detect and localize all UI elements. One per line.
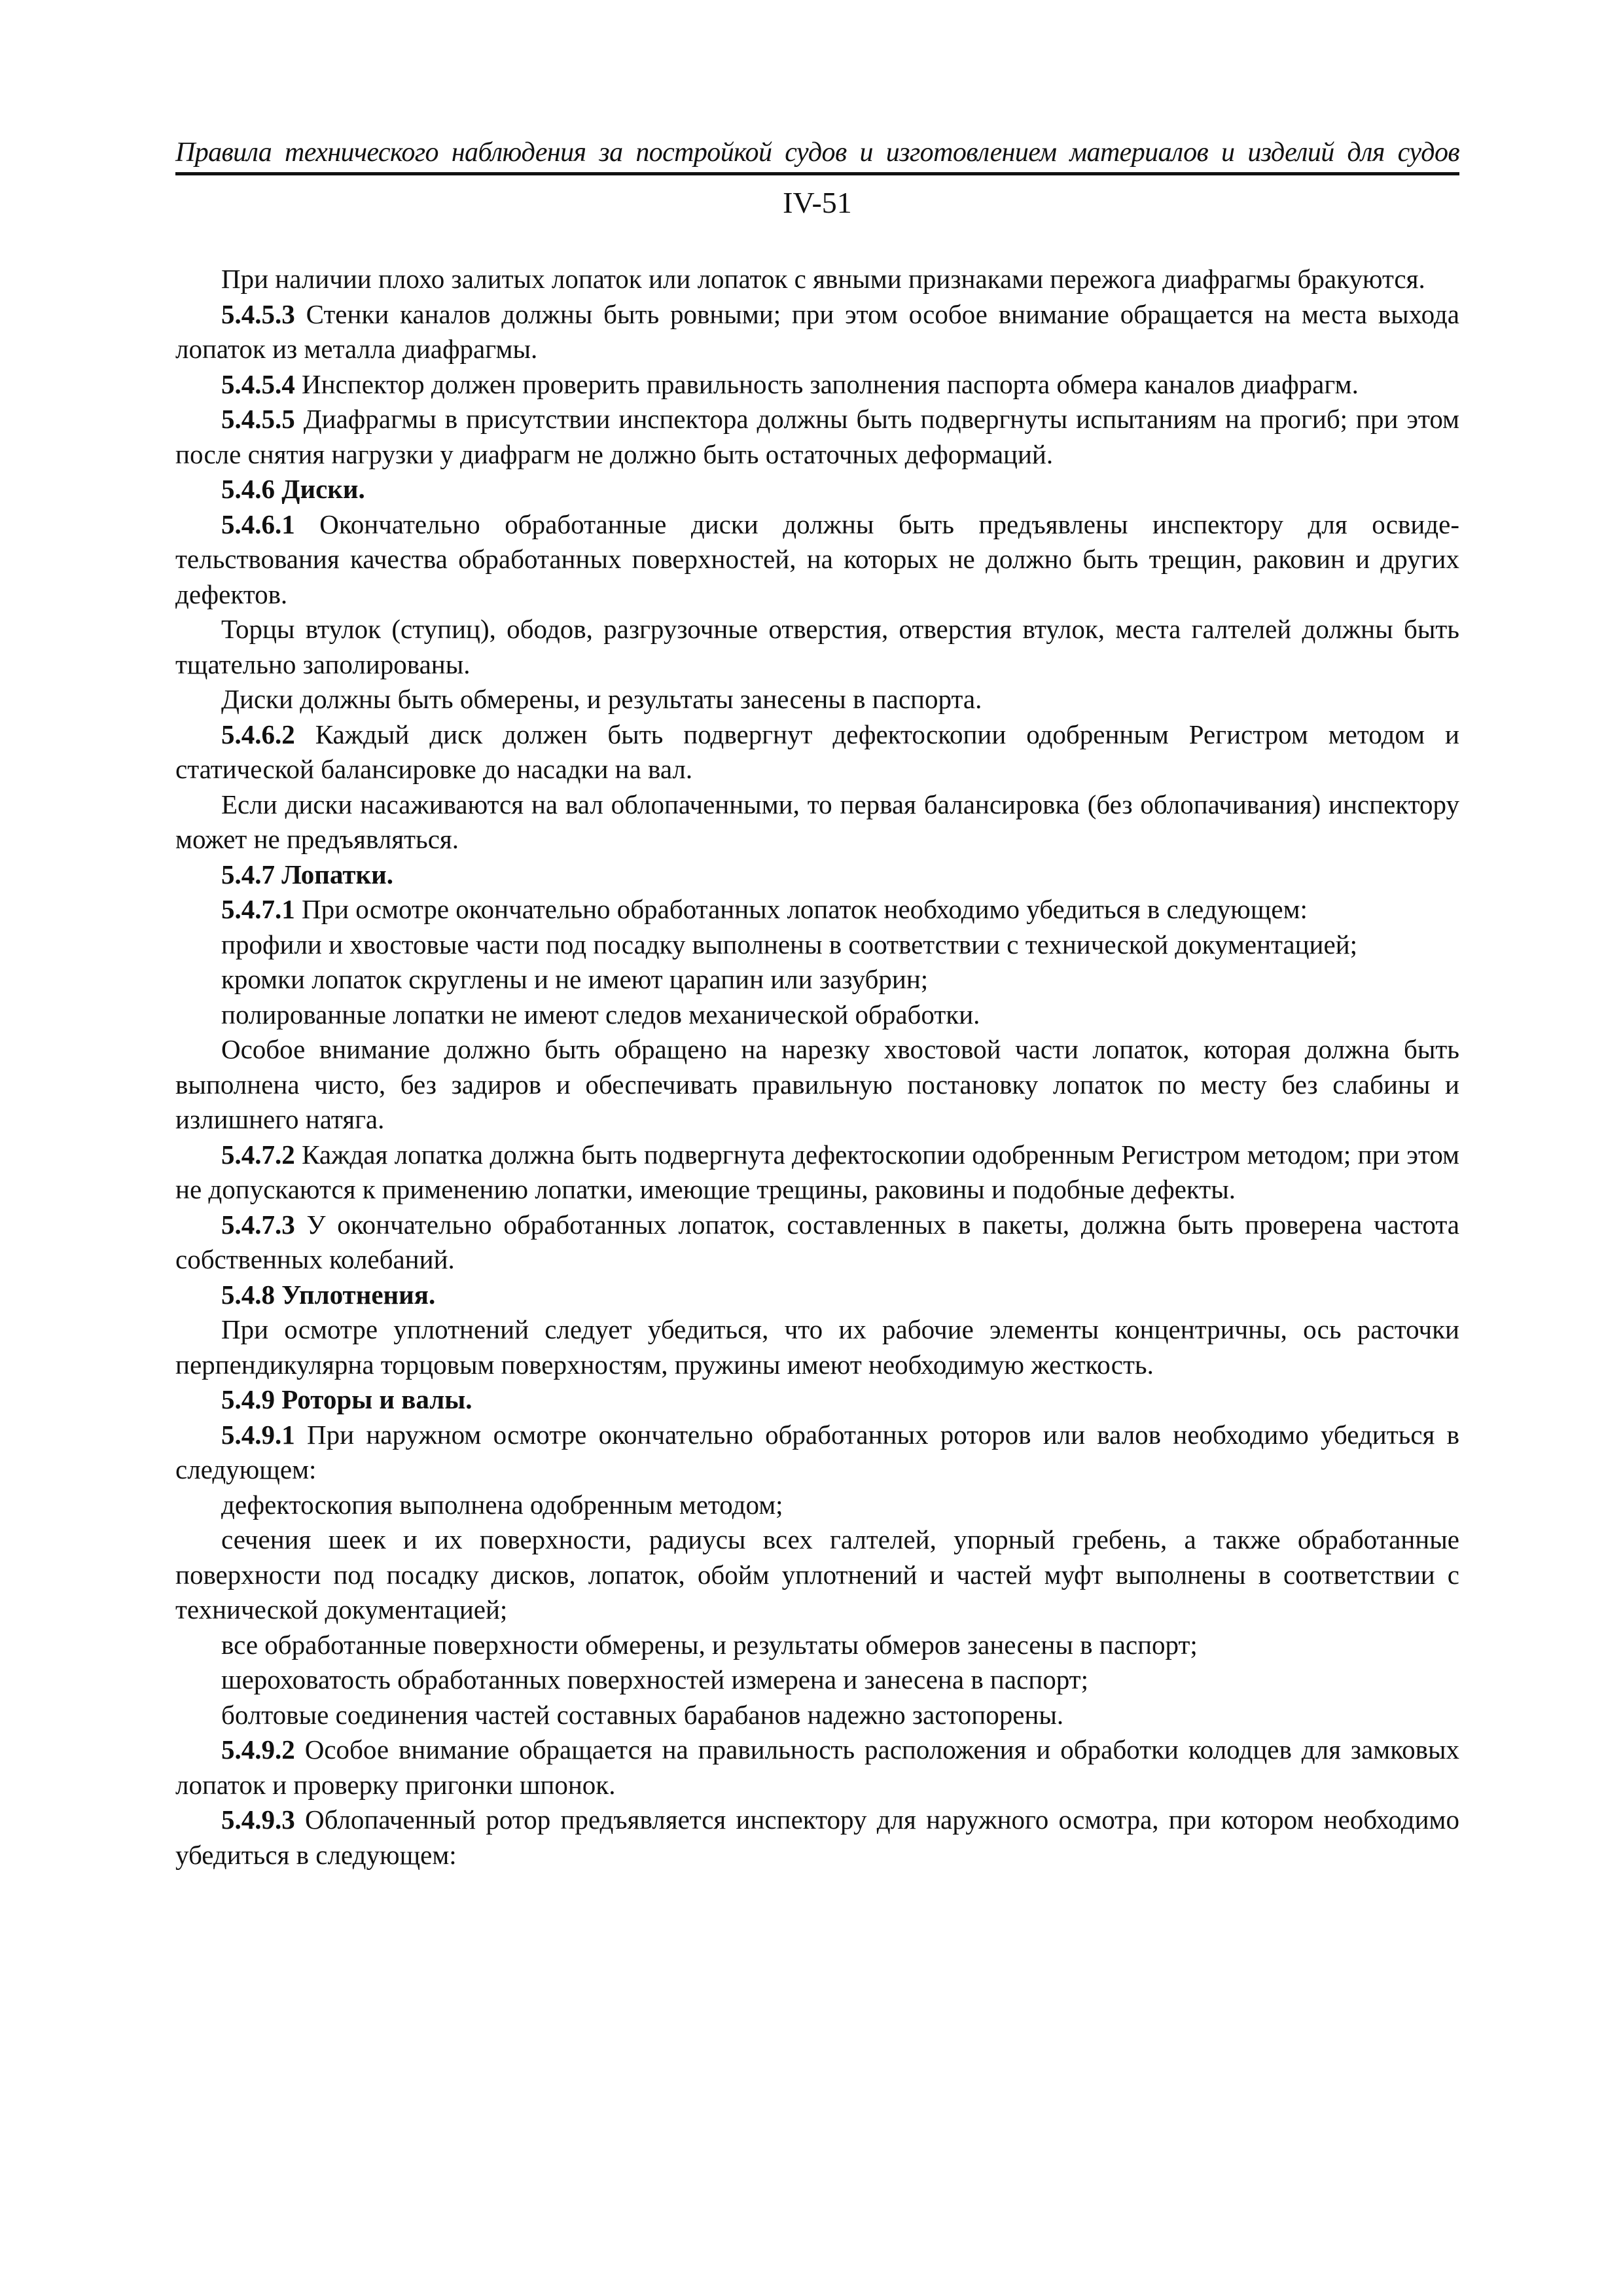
paragraph-text: При наружном осмотре окончательно обработанных роторов или валов необходимо убедиться в следующем: xyxy=(175,1419,1459,1484)
page-number: IV-51 xyxy=(783,186,852,219)
list-item xyxy=(175,1628,1459,1663)
clause-number: 5.4.7.2 xyxy=(221,1139,295,1170)
paragraph-text: Особое внимание должно быть обращено на нарезку хвостовой части лопаток, которая должна быть выполнена чисто, без задиров и обеспечивать правильную постановку лопаток по месту без слабины и излишнего натяга. xyxy=(175,1034,1459,1134)
paragraph xyxy=(175,682,1459,717)
list-item xyxy=(175,1488,1459,1523)
list-item xyxy=(175,962,1459,997)
clause-number: 5.4.9.3 xyxy=(221,1804,295,1835)
running-header: Правила технического наблюдения за постройкой судов и изготовлением материалов и изделий для судов xyxy=(175,137,1459,168)
list-item xyxy=(175,927,1459,963)
clause-number: 5.4.6.2 xyxy=(221,719,295,749)
paragraph xyxy=(175,1138,1459,1208)
clause-number: 5.4.7.1 xyxy=(221,894,295,924)
clause-number: 5.4.5.3 xyxy=(221,298,295,329)
list-item xyxy=(175,1662,1459,1698)
paragraph xyxy=(175,402,1459,472)
section-heading xyxy=(175,1382,1459,1418)
clause-number: 5.4.9.2 xyxy=(221,1734,295,1765)
clause-number: 5.4.5.4 xyxy=(221,368,295,399)
paragraph-text: кромки лопаток скруглены и не имеют царапин или зазубрин; xyxy=(221,964,929,994)
paragraph-text: При наличии плохо залитых лопаток или лопаток с явными признаками пережога диафрагмы бракуются. xyxy=(221,264,1425,294)
section-number: 5.4.9 xyxy=(221,1384,275,1414)
paragraph-text: При осмотре окончательно обработанных лопаток необходимо убедиться в следующем: xyxy=(294,894,1308,924)
section-title: Уплотнения. xyxy=(275,1279,436,1310)
paragraph xyxy=(175,262,1459,297)
paragraph-text: Окончательно обработанные диски должны быть предъявлены инспектору для освиде-тельствования качества обработанных поверхностей, на которых не должно быть трещин, раковин и других дефектов. xyxy=(175,509,1459,609)
paragraph-text: Если диски насаживаются на вал облопаченными, то первая балансировка (без облопачивания) инспектору может не предъявляться. xyxy=(175,789,1459,854)
paragraph xyxy=(175,507,1459,613)
paragraph xyxy=(175,612,1459,682)
body-text xyxy=(175,262,1459,1873)
paragraph-text: сечения шеек и их поверхности, радиусы всех галтелей, упорный гребень, а также обработанные поверхности под посадку дисков, лопаток, обойм уплотнений и частей муфт выполнены в соответствии с технической документацией; xyxy=(175,1524,1459,1624)
paragraph xyxy=(175,367,1459,403)
paragraph xyxy=(175,297,1459,367)
clause-number: 5.4.5.5 xyxy=(221,404,295,434)
paragraph xyxy=(175,892,1459,927)
paragraph-text: Стенки каналов должны быть ровными; при этом особое внимание обращается на места выхода лопаток из металла диафрагмы. xyxy=(175,298,1459,364)
paragraph-text: Торцы втулок (ступиц), ободов, разгрузочные отверстия, отверстия втулок, места галтелей должны быть тщательно заполированы. xyxy=(175,614,1459,679)
paragraph-text: Облопаченный ротор предъявляется инспектору для наружного осмотра, при котором необходимо убедиться в следующем: xyxy=(175,1804,1459,1870)
document-page xyxy=(175,134,1459,1873)
header-rule xyxy=(175,172,1459,175)
paragraph xyxy=(175,1732,1459,1803)
paragraph xyxy=(175,1803,1459,1873)
paragraph-text: Диафрагмы в присутствии инспектора должны быть подвергнуты испытаниям на прогиб; при этом после снятия нагрузки у диафрагм не должно быть остаточных деформаций. xyxy=(175,404,1459,469)
section-heading xyxy=(175,1278,1459,1313)
paragraph-text: Особое внимание обращается на правильность расположения и обработки колодцев для замковых лопаток и проверку пригонки шпонок. xyxy=(175,1734,1459,1800)
paragraph-text: Диски должны быть обмерены, и результаты занесены в паспорта. xyxy=(221,684,982,714)
section-heading xyxy=(175,472,1459,507)
paragraph xyxy=(175,1208,1459,1278)
paragraph-text: полированные лопатки не имеют следов механической обработки. xyxy=(221,999,980,1030)
paragraph xyxy=(175,1032,1459,1138)
paragraph-text: При осмотре уплотнений следует убедиться, что их рабочие элементы концентричны, ось расточки перпендикулярна торцовым поверхностям, пружины имеют необходимую жесткость. xyxy=(175,1314,1459,1380)
paragraph-text: болтовые соединения частей составных барабанов надежно застопорены. xyxy=(221,1699,1064,1730)
paragraph-text: У окончательно обработанных лопаток, составленных в пакеты, должна быть проверена частота собственных колебаний. xyxy=(175,1209,1459,1274)
section-title: Диски. xyxy=(275,474,365,504)
paragraph-text: профили и хвостовые части под посадку выполнены в соответствии с технической документацией; xyxy=(221,929,1358,960)
list-item xyxy=(175,997,1459,1033)
paragraph-text: все обработанные поверхности обмерены, и результаты обмеров занесены в паспорт; xyxy=(221,1629,1198,1660)
clause-number: 5.4.7.3 xyxy=(221,1209,295,1240)
paragraph-text: Инспектор должен проверить правильность заполнения паспорта обмера каналов диафрагм. xyxy=(294,368,1359,399)
section-title: Роторы и валы. xyxy=(275,1384,473,1414)
paragraph-text: шероховатость обработанных поверхностей измерена и занесена в паспорт; xyxy=(221,1664,1088,1695)
section-heading xyxy=(175,857,1459,893)
paragraph-text: Каждый диск должен быть подвергнут дефектоскопии одобренным Регистром методом и статической балансировке до насадки на вал. xyxy=(175,719,1459,784)
section-number: 5.4.7 xyxy=(221,859,275,889)
paragraph xyxy=(175,1312,1459,1382)
list-item xyxy=(175,1522,1459,1628)
paragraph xyxy=(175,787,1459,857)
paragraph-text: Каждая лопатка должна быть подвергнута дефектоскопии одобренным Регистром методом; при этом не допускаются к применению лопатки, имеющие трещины, раковины и подобные дефекты. xyxy=(175,1139,1459,1204)
paragraph xyxy=(175,1418,1459,1488)
paragraph-text: дефектоскопия выполнена одобренным методом; xyxy=(221,1489,783,1520)
clause-number: 5.4.6.1 xyxy=(221,509,295,539)
section-number: 5.4.8 xyxy=(221,1279,275,1310)
clause-number: 5.4.9.1 xyxy=(221,1419,295,1450)
paragraph xyxy=(175,717,1459,787)
section-title: Лопатки. xyxy=(275,859,393,889)
section-number: 5.4.6 xyxy=(221,474,275,504)
list-item xyxy=(175,1698,1459,1733)
